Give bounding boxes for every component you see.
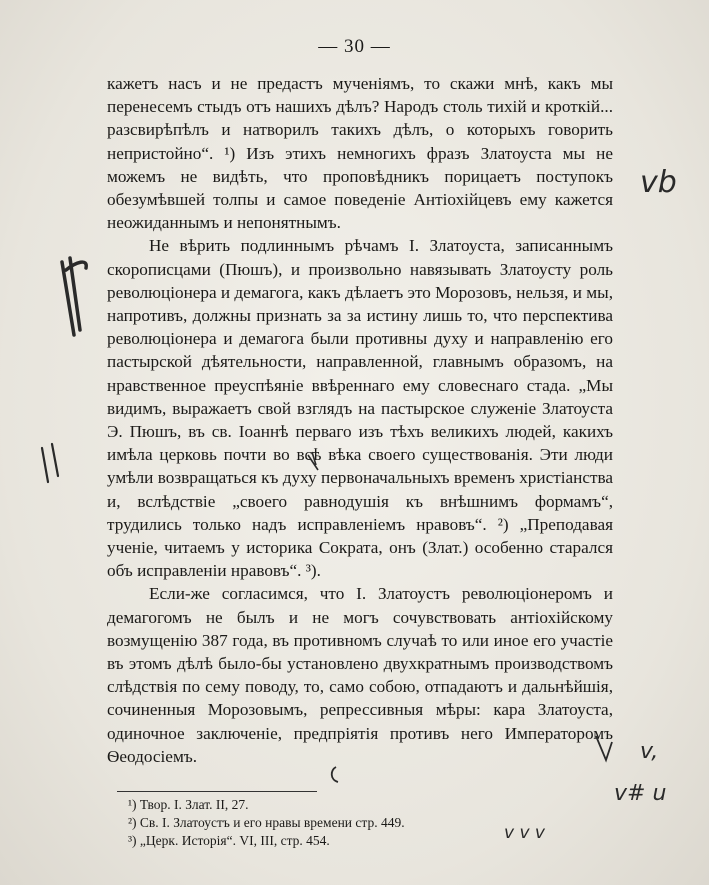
footnote-2: ²) Св. I. Златоустъ и его нравы времени стр. 449.	[128, 815, 405, 830]
footnote-1: ¹) Твор. I. Злат. II, 27.	[128, 797, 249, 812]
bracket-mark	[332, 767, 338, 782]
paragraph-3: Если-же согласимся, что I. Златоустъ революцiонеромъ и демагогомъ не былъ и не могъ сочувствовать антiохiйскому возмущенiю 387 года, въ противномъ случаѣ то или иное его участiе въ этомъ дѣлѣ было-бы установлено двухкратнымъ производствомъ слѣдствiя по сему поводу, то, само собою, отпадаютъ и дальнѣйшiя, сочиненныя Морозовымъ, репрессивныя мѣры: кара Златоуста, одиночное заключенiе, предпрiятiя противъ него Императоромъ Ѳеодосiемъ.	[107, 584, 613, 766]
margin-mark-top: vb	[640, 165, 677, 200]
paragraph-1: кажетъ насъ и не предастъ мученiямъ, то скажи мнѣ, какъ мы перенесемъ стыдъ отъ нашихъ дѣлъ? Народъ столь тихiй и кроткiй... разсвирѣпѣлъ и натворилъ такихъ дѣлъ, о которыхъ говорить непристойно“. ¹) Изъ этихъ немногихъ фразъ Златоуста мы не можемъ не видѣть, что проповѣдникъ порицаетъ поступокъ обезумѣвшей толпы и самое поведенiе Антiохiйцевъ ему кажется неожиданнымъ и непонятнымъ.	[107, 74, 613, 233]
page-number: — 30 —	[318, 36, 391, 57]
footnote-3: ³) „Церк. Исторiя“. VI, III, стр. 454.	[128, 833, 330, 848]
margin-stroke-large	[62, 258, 86, 335]
footnote-rule	[117, 791, 317, 792]
paragraph-2: Не вѣрить подлиннымъ рѣчамъ I. Златоуста, записаннымъ скорописцами (Пюшъ), и произвольно навязывать Златоусту роль революцiонера и демагога, какъ дѣлаетъ это Морозовъ, нельзя, и мы, напротивъ, должны признать за за истину лишь то, что перспектива революцiонера и демагога были противны духу и направленiю его пастырской дѣятельности, направленной, главнымъ образомъ, на нравственное преуспѣянiе ввѣреннаго ему словеснаго стада. „Мы видимъ, выражаетъ свой взглядъ на пастырское служенiе Златоуста Э. Пюшъ, въ св. Iоаннѣ перваго изъ тѣхъ великихъ людей, какихъ имѣла церковь почти во всѣ вѣка своего существованiя. Эти люди умѣли возвращаться къ духу первоначальныхъ временъ христiанства и, вслѣдствiе „своего равнодушiя къ внѣшнимъ формамъ“, трудились только надъ исправленiемъ нравовъ“. ²) „Преподавая ученiе, читаемъ у историка Сократа, онъ (Злат.) особенно старался объ исправленiи нравовъ“. ³).	[107, 236, 613, 581]
footnotes	[128, 796, 598, 850]
margin-stroke-small	[42, 444, 58, 482]
main-text	[107, 72, 613, 768]
margin-mark-mid: v,	[640, 739, 659, 764]
margin-mark-bottom: v# u	[614, 781, 667, 806]
footnote-tick-marks: v v v	[504, 823, 545, 843]
